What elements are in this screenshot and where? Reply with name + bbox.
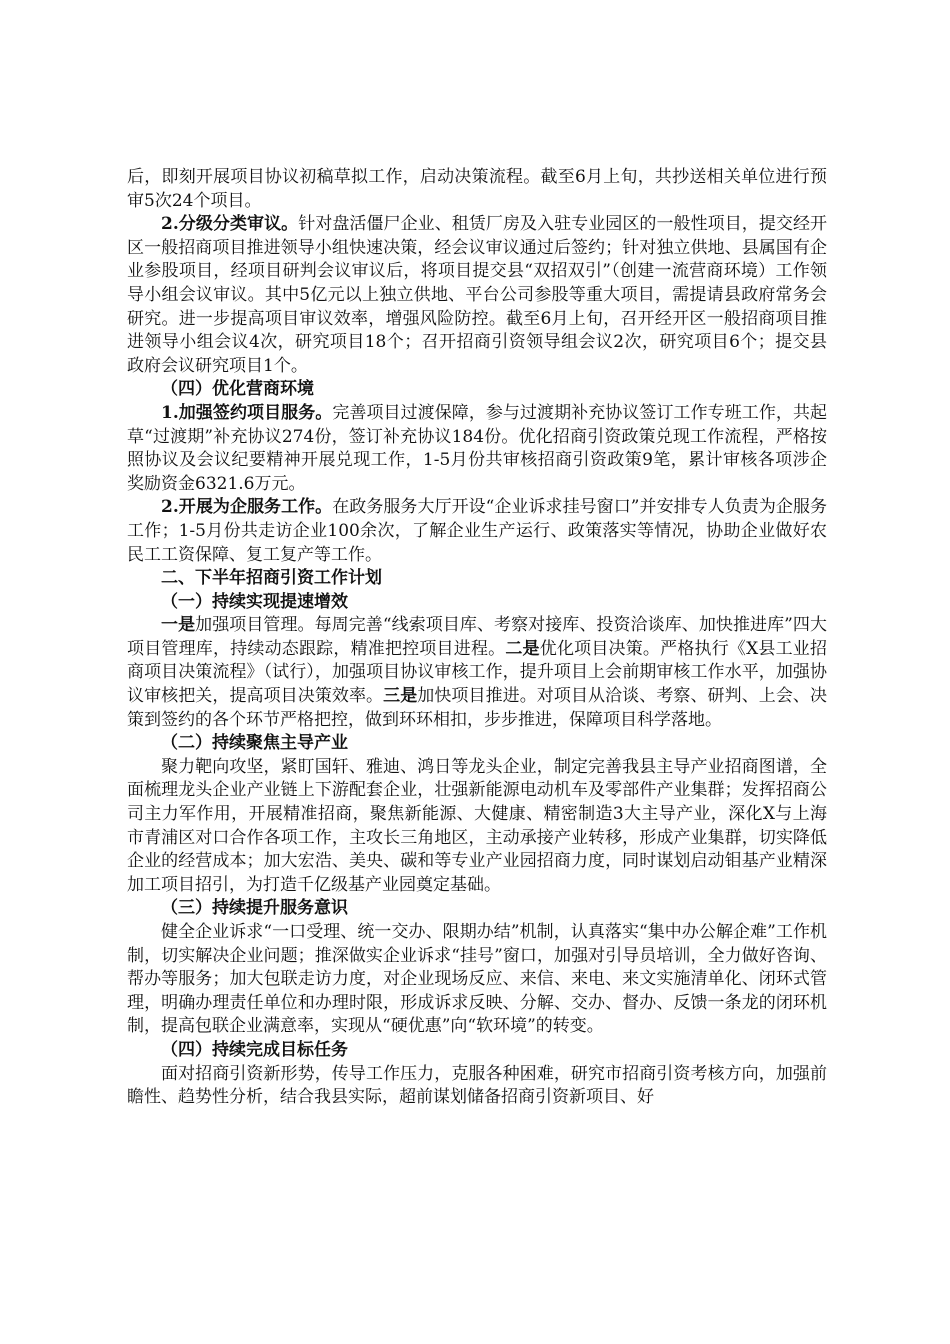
paragraph-lead: 1.加强签约项目服务。: [161, 402, 333, 423]
paragraph-lead: 2.开展为企服务工作。: [161, 497, 333, 518]
point-text-2: 优化项目决策。严格执行《X县工业招商项目决策流程》（试行），加强项目协议审核工作，提升项目上会前期审核工作水平，加强协议审核把关，提高项目决策效率。: [127, 638, 828, 707]
paragraph-body: 针对盘活僵尸企业、租赁厂房及入驻专业园区的一般性项目，提交经开区一般招商项目推进领导小组快速决策，经会议审议通过后签约；针对独立供地、县属国有企业参股项目，经项目研判会议审议后，将项目提交县“双招双引”（创建一流营商环境）工作领导小组会议审议。其中5亿元以上独立供地、平台公司参股等重大项目，需提请县政府常务会研究。进一步提高项目审议效率，增强风险防控。截至6月上旬，召开经开区一般招商项目推进领导小组会议4次，研究项目18个；召开招商引资领导组会议2次，研究项目6个；提交县政府会议研究项目1个。: [127, 214, 828, 376]
part-heading-second-half-plan: 二、下半年招商引资工作计划: [161, 568, 382, 589]
document-page: [127, 166, 827, 1110]
section-heading-speed-efficiency: （一）持续实现提速增效: [161, 591, 348, 612]
section-heading-leading-industry: （二）持续聚焦主导产业: [161, 733, 348, 754]
point-text-3: 加快项目推进。对项目从洽谈、考察、研判、上会、决策到签约的各个环节严格把控，做到环环相扣，步步推进，保障项目科学落地。: [127, 686, 828, 730]
paragraph-signing-service: [127, 402, 827, 496]
section-heading-service-awareness: （三）持续提升服务意识: [161, 898, 348, 919]
paragraph-tiered-review: [127, 213, 827, 378]
point-lead-3: 三是: [383, 686, 418, 707]
paragraph-body: 完善项目过渡保障，参与过渡期补充协议签订工作专班工作，共起草“过渡期”补充协议274份，签订补充协议184份。优化招商引资政策兑现工作流程，严格按照协议及会议纪要精神开展兑现工作，1-5月份共审核招商引资政策9笔，累计审核各项涉企奖励资金6321.6万元。: [127, 402, 828, 494]
point-lead-2: 二是: [505, 638, 540, 659]
paragraph-leading-industry: 聚力靶向攻坚，紧盯国轩、雅迪、鸿日等龙头企业，制定完善我县主导产业招商图谱，全面梳理龙头企业产业链上下游配套企业，壮强新能源电动机车及零部件产业集群；发挥招商公司主力军作用，开展精准招商，聚焦新能源、大健康、精密制造3大主导产业，深化X与上海市青浦区对口合作各项工作，主攻长三角地区，主动承接产业转移，形成产业集群，切实降低企业的经营成本；加大宏浩、美央、碳和等专业产业园招商力度，同时谋划启动钼基产业精深加工项目招引，为打造千亿级基产业园奠定基础。: [127, 756, 827, 895]
paragraph-enterprise-service: [127, 496, 827, 567]
point-text-1: 加强项目管理。每周完善“线索项目库、考察对接库、投资洽谈库、加快推进库”四大项目管理库，持续动态跟踪，精准把控项目进程。: [127, 615, 827, 659]
point-lead-1: 一是: [161, 615, 196, 636]
section-heading-target-tasks: （四）持续完成目标任务: [161, 1039, 348, 1060]
paragraph-lead: 2.分级分类审议。: [161, 214, 299, 235]
paragraph-body: 在政务服务大厅开设“企业诉求挂号窗口”并安排专人负责为企服务工作；1-5月份共走访企业100余次，了解企业生产运行、政策落实等情况，协助企业做好农民工工资保障、复工复产等工作。: [127, 497, 827, 565]
paragraph-continued: 后，即刻开展项目协议初稿草拟工作，启动决策流程。截至6月上旬，共抄送相关单位进行预审5次24个项目。: [127, 167, 827, 211]
section-heading-optimize-environment: （四）优化营商环境: [161, 379, 314, 400]
paragraph-service-awareness: 健全企业诉求“一口受理、统一交办、限期办结”机制，认真落实“集中办公解企难”工作机制，切实解决企业问题；推深做实企业诉求“挂号”窗口，加强对引导员培训，全力做好咨询、帮办等服务；加大包联走访力度，对企业现场反应、来信、来电、来文实施清单化、闭环式管理，明确办理责任单位和办理时限，形成诉求反映、分解、交办、督办、反馈一条龙的闭环机制，提高包联企业满意率，实现从“硬优惠”向“软环境”的转变。: [127, 922, 827, 1037]
paragraph-target-tasks: 面对招商引资新形势，传导工作压力，克服各种困难，研究市招商引资考核方向，加强前瞻性、趋势性分析，结合我县实际，超前谋划储备招商引资新项目、好: [127, 1063, 827, 1108]
paragraph-speed-efficiency: [127, 614, 827, 732]
